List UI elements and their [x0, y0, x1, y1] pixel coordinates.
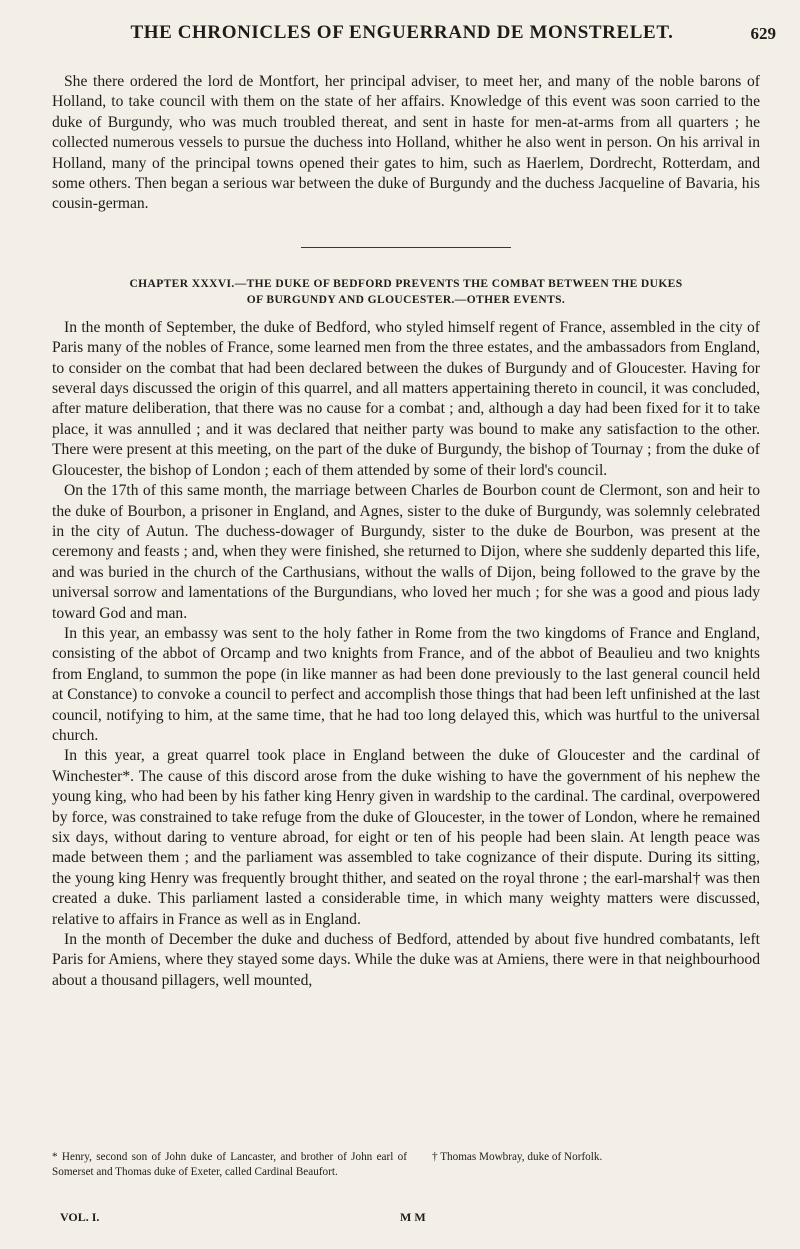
- paragraph-bourbon-marriage: On the 17th of this same month, the marriage between Charles de Bourbon count de Clermont, son and heir to the duke of Bourbon, a prisoner in England, and Agnes, sister to the duke of Burgundy, was solemnly celebrated in the city of Autun. The duchess-dowager of Burgundy, sister to the duke de Bourbon, was present at the ceremony and feasts ; and, when they were finished, she returned to Dijon, where she suddenly departed this life, and was buried in the church of the Carthusians, without the walls of Dijon, being followed to the grave by the universal sorrow and lamentations of the Burgundians, who loved her much ; for she was a good and pious lady toward God and man.: [52, 482, 760, 622]
- paragraph-intro: She there ordered the lord de Montfort, her principal adviser, to meet her, and many of the noble barons of Holland, to take council with them on the state of her affairs. Knowledge of this event was soon carried to the duke of Burgundy, who was much troubled thereat, and sent in haste for men-at-arms from all quarters ; he collected numerous vessels to pursue the duchess into Holland, whither he also went in person. On his arrival in Holland, many of the principal towns opened their gates to him, such as Haerlem, Dordrecht, Rotterdam, and some others. Then began a serious war between the duke of Burgundy and the duchess Jacqueline of Bavaria, his cousin-german.: [52, 73, 760, 213]
- paragraph-bedford-council: In the month of September, the duke of Bedford, who styled himself regent of France, assembled in the city of Paris many of the nobles of France, some learned men from the three estates, and the ambassadors from England, to consider on the combat that had been declared between the dukes of Burgundy and of Gloucester. Having for several days discussed the origin of this quarrel, and all matters appertaining thereto in council, it was concluded, after mature deliberation, that there was no cause for a combat ; and, although a day had been fixed for it to take place, it was annulled ; and it was declared that neither party was bound to make any satisfaction to the other. There were present at this meeting, on the part of the duke of Burgundy, the bishop of Tournay ; from the duke of Gloucester, the bishop of London ; each of them attended by some of their lord's council.: [52, 318, 760, 479]
- chapter-heading-line1: CHAPTER XXXVI.—THE DUKE OF BEDFORD PREVENTS THE COMBAT BETWEEN THE DUKES: [129, 277, 683, 290]
- running-head: [52, 22, 776, 52]
- page-number: 629: [750, 24, 776, 43]
- paragraph-amiens: In the month of December the duke and duchess of Bedford, attended by about five hundred combatants, left Paris for Amiens, where they stayed some days. While the duke was at Amiens, there were in that neighbourhood about a thousand pillagers, well mounted,: [52, 931, 760, 989]
- running-title: THE CHRONICLES OF ENGUERRAND DE MONSTRELET.: [130, 22, 674, 43]
- text-block: [52, 72, 760, 991]
- printer-signature: [60, 1210, 750, 1228]
- chapter-heading-line2: OF BURGUNDY AND GLOUCESTER.—OTHER EVENTS.: [246, 293, 566, 306]
- signature-mark: M M: [400, 1210, 426, 1224]
- footnote-mowbray: † Thomas Mowbray, duke of Norfolk.: [432, 1151, 603, 1163]
- volume-label: VOL. I.: [60, 1210, 100, 1224]
- chapter-heading: [52, 276, 760, 308]
- paragraph-england-quarrel: In this year, a great quarrel took place in England between the duke of Gloucester and the cardinal of Winchester*. The cause of this discord arose from the duke wishing to have the government of his nephew the young king, who had been by his father king Henry given in wardship to the cardinal. The cardinal, overpowered by force, was constrained to take refuge from the duke of Gloucester, in the tower of London, where he remained six days, without daring to venture abroad, for eight or ten of his people had been slain. At length peace was made between them ; and the parliament was assembled to take cognizance of their dispute. During its sitting, the young king Henry was frequently brought thither, and seated on the royal throne ; the earl-marshal† was then created a duke. This parliament lasted a considerable time, in which many weighty matters were discussed, relative to affairs in France as well as in England.: [52, 747, 760, 928]
- paragraph-embassy-rome: In this year, an embassy was sent to the holy father in Rome from the two kingdoms of France and England, consisting of the abbot of Orcamp and two knights from France, and of the abbot of Beaulieu and two knights from England, to summon the pope (in like manner as had been done previously to the last general council held at Constance) to convoke a council to perfect and accomplish those things that had been left unfinished at the last council, notifying to him, at the same time, that he had too long delayed this, which was hurtful to the universal church.: [52, 624, 760, 744]
- section-divider: [301, 247, 511, 248]
- footnote-cardinal: * Henry, second son of John duke of Lancaster, and brother of John earl of Somerset and Thomas duke of Exeter, called Cardinal Beaufort.: [52, 1151, 407, 1178]
